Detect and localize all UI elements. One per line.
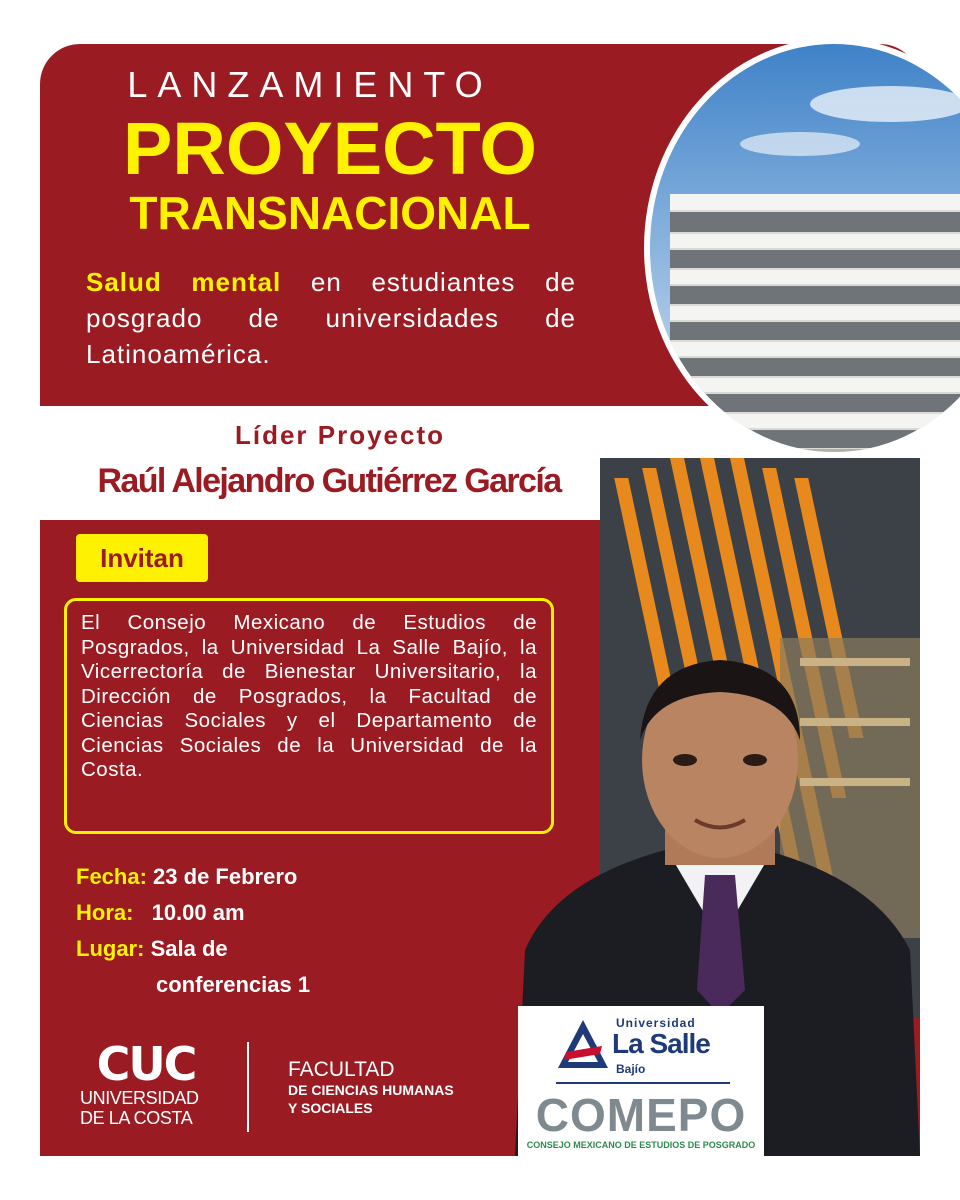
cuc-line-1: UNIVERSIDAD <box>80 1088 199 1108</box>
title-line-1: PROYECTO <box>123 107 537 190</box>
place-label: Lugar: <box>76 936 145 961</box>
faculty-line-2: DE CIENCIAS HUMANAS <box>288 1082 454 1098</box>
date-label: Fecha: <box>76 864 147 889</box>
lasalle-sub: Bajío <box>616 1062 646 1076</box>
invite-text: El Consejo Mexicano de Estudios de Posgrados, la Universidad La Salle Bajío, la Vicerrectoría de Bienestar Universitario, la Dirección de Posgrados, la Facultad de Ciencias Sociales y el Departamento de Ciencias Sociales de la Universidad de la Costa. <box>64 598 554 834</box>
description-highlight: Salud mental <box>86 267 282 297</box>
time-row <box>76 900 245 926</box>
lasalle-emblem-icon <box>556 1018 610 1070</box>
comepo-logo: COMEPO <box>535 1089 747 1141</box>
kicker-text: LANZAMIENTO <box>127 64 493 105</box>
project-description <box>86 264 576 372</box>
leader-name: Raúl Alejandro Gutiérrez García <box>97 462 561 500</box>
partner-logos <box>518 1006 764 1156</box>
place-value-line2: conferencias 1 <box>156 972 311 997</box>
cuc-mark-icon <box>80 1040 212 1086</box>
cuc-logo <box>80 1040 220 1132</box>
time-label: Hora: <box>76 900 134 925</box>
title-line-2: TRANSNACIONAL <box>129 187 531 239</box>
lasalle-rule <box>556 1082 730 1084</box>
cuc-mark: CUC <box>96 1040 196 1086</box>
place-row <box>76 936 228 962</box>
footer-divider <box>247 1042 249 1132</box>
cuc-line-2: DE LA COSTA <box>80 1108 193 1128</box>
lasalle-name: La Salle <box>612 1028 710 1059</box>
invitan-badge: Invitan <box>76 534 208 582</box>
comepo-full: CONSEJO MEXICANO DE ESTUDIOS DE POSGRADO <box>526 1140 756 1150</box>
place-value-line1: Sala de <box>150 936 228 961</box>
lasalle-top: Universidad <box>616 1016 696 1030</box>
date-value: 23 de Febrero <box>153 864 298 889</box>
leader-label: Líder Proyecto <box>234 420 446 450</box>
faculty-line-1: FACULTAD <box>288 1058 395 1081</box>
date-row <box>76 864 297 890</box>
description-rest: en estudiantes de posgrado de universidades de Latinoamérica. <box>86 267 576 369</box>
time-value: 10.00 am <box>151 900 245 925</box>
faculty-line-3: Y SOCIALES <box>288 1100 373 1116</box>
